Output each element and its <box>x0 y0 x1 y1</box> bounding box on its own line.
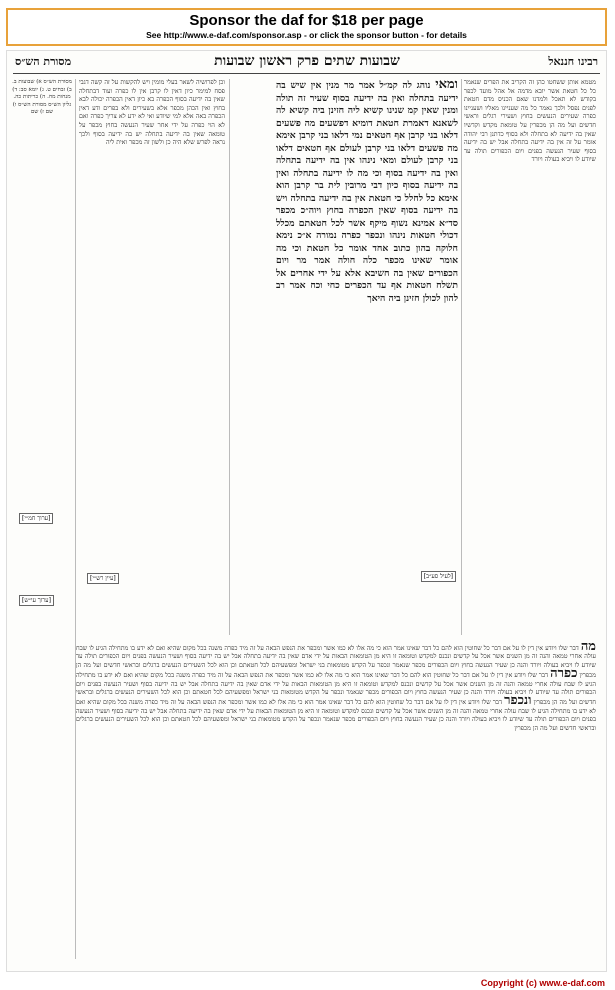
bottom-lead-word-2: כפרה <box>550 666 578 682</box>
margin-note: [לעיל סע״ב] <box>421 571 456 582</box>
bottom-body-3: דבר שלו ויודע אין דין לו על אם דבר כל שחוטין הוא להם כל דבר שאינו אמר הוא כי מה אלו לא כמו אשר ומכפר את הנפש הבאה על זה מיד כפרה משנה בכל מקום שהיא ואם לא ידע בו מתחילה הגיע לו שבח עולה אחרי טמאה והנה זה מן השנים אשר אכל על קדשים ונכנס למקדש וטומאה זו היא מן הטומאות הבאות על ידי אדם שאין בה ידיעה בתחלה אבל יש בה ידיעה בסוף ושעיר הנעשה בפנים ויום הכפורים תולה עד שיודע לו ויביא בעולה ויורד והנה כן שעיר הנעשה בחוץ ויום הכפורים מכפר שנאמר ונכפר על הקדש מטומאות בני ישראל ומפשעיהם לכל חטאתם וכן הוא לכל השעירים הנעשים ברגלים ובראשי חדשים ועל מה הן מכפרין <box>76 699 596 732</box>
talmud-page <box>6 50 607 972</box>
copyright-footer[interactable]: Copyright (c) www.e-daf.com <box>480 978 605 988</box>
header-right: רבינו חננאל <box>548 55 598 68</box>
sponsor-banner[interactable] <box>6 8 607 46</box>
bottom-commentary <box>76 643 596 943</box>
banner-title: Sponsor the daf for $18 per page <box>189 12 424 29</box>
bottom-body-2: דבר שלו ויודע אין דין לו על אם דבר כל שחוטין הוא להם כל דבר שאינו אמר הוא כי מה אלו לא כמו אשר ומכפר את הנפש הבאה על זה מיד כפרה משנה בכל מקום שהיא ואם לא ידע בו מתחילה הגיע לו שבח עולה אחרי טמאה והנה זה מן השנים אשר אכל על קדשים ונכנס למקדש וטומאה זו היא מן הטומאות הבאות על ידי אדם שאין בה ידיעה בתחלה אבל יש בה ידיעה בסוף ושעיר הנעשה בפנים ויום הכפורים תולה עד שיודע לו ויביא בעולה ויורד והנה כן שעיר הנעשה בחוץ ויום הכפורים מכפר שנאמר ונכפר על הקדש מטומאות בני ישראל ומפשעיהם לכל חטאתם וכן הוא לכל השעירים הנעשים ברגלים ובראשי חדשים ועל מה הן מכפרין <box>76 672 596 707</box>
bottom-lead-word-3: ונכפר <box>504 693 532 709</box>
margin-note: [עיין רש״י] <box>87 573 119 584</box>
gemara-body: נוהג לה קמ״ל אמר מר מנין אין שיש בה ידיעה בתחלה ואין בה ידיעה בסוף שעיר זה תולה ומנין שאין קמ שנינו קשיא ליה חזינן ביה קשיא לה לשאנא דאמרת חטאת דומיא דפשעים מה פשעים דלאו בני קרבן אף חטאים נמי דלאו בני קרבן אימא מה פשעים דלאו בני קרבן לעולם אף חטאים דלאו בני קרבן לעולם ומאי נינהו אין בה ידיעה בתחלה ואין בה ידיעה בסוף וכי מה לו ידיעה בתחלה ואין בה ידיעה בסוף כיון דבי מרובין לית בר קרבן הוא אימא כל לחלל כי חטאת אין בה ידיעה בתחלה ויש בה ידיעה בסוף שאין הכפרה בחוץ ויוה״כ מכפר סד״א אמינא נשוף מיקף אשר לכל חטאתם מכלל דכולי חטאות נינהו ונכפר כפרה נמורה א״כ נימא חלוקה בהון כתוב אחד אומר כל חטאת וכי מה אומר שאינו מכפר כלה חולה אמר מר ויום הכפורים שאין בה חשיבא אלא על ידי אחרים אל תשלח חטאות אף עד הכפרים כחי וכח אמר רב להון לכולן חזינן ביה היאך <box>276 80 458 304</box>
tosafot-commentary: וכן לפרושיה לשאר בעלי מומין ויש להקשות על זה קשה דגבי פסח למימר כיון דאין לו קרבן אין לו כפרה ועוד דבתחלה שאין בה ידיעה בסוף הכפרה בא כיון דאין הכפרה יכולה לבא בחוץ ואין הכהן מכפר אלא בשעירים ולא בפרים ודע דאין הכפרה באה אלא למי שיודע ואי לא ידע לא צריך כפרה ואם לא הוי כפרה על ידי אחר שעיר הנעשה בחוץ מכפר על טומאה שאין בה ידיעה בתחלה יש בה ידיעה בסוף ולכך נראה לפרש שלא היה כן ולשון זה מכפר ואית ליה <box>79 79 225 147</box>
gemara-lead-word: ומאי <box>435 79 458 92</box>
header-left: מסורת הש״ס <box>15 55 72 68</box>
header-center: שבועות שתים פרק ראשון שבועות <box>214 53 400 69</box>
margin-notes: מסורת הש״ס א) שבועות ב. ב) זבחים ט. ג) יומא סב: ד) מנחות מח. ה) כריתות כה. גליון הש״ס מסורת הש״ס ו) שם ז) שם <box>12 79 72 116</box>
bottom-body: דבר שלו ויודע אין דין לו על אם דבר כל שחוטין הוא להם כל דבר שאינו אמר הוא כי מה אלו לא כמו אשר ומכפר את הנפש הבאה על זה מיד כפרה משנה בכל מקום שהיא ואם לא ידע בו מתחילה הגיע לו שבח עולה אחרי טמאה והנה זה מן השנים אשר אכל על קדשים ונכנס למקדש וטומאה זו היא מן הטומאות הבאות על ידי אדם שאין בה ידיעה בתחלה אבל יש בה ידיעה בסוף ושעיר הנעשה בפנים ויום הכפורים תולה עד שיודע לו ויביא בעולה ויורד והנה כן שעיר הנעשה בחוץ ויום הכפורים מכפר שנאמר ונכפר על הקדש מטומאות בני ישראל ומפשעיהם לכל חטאתם וכן הוא לכל השעירים הנעשים ברגלים ובראשי חדשים ועל מה הן מכפרין <box>76 645 596 680</box>
banner-subtitle[interactable]: See http://www.e-daf.com/sponsor.asp - or click the sponsor button - for details <box>146 30 467 40</box>
margin-note: [ערוך חמ״י] <box>19 513 53 524</box>
header-rule <box>13 73 600 74</box>
bottom-lead-word: מה <box>580 643 596 654</box>
gemara-text <box>276 79 458 509</box>
column-divider <box>461 79 462 635</box>
margin-note: [ערוך עי״ש] <box>19 595 54 606</box>
column-divider <box>229 79 230 635</box>
rashi-commentary: מטמא אותן ששחטו כהן זה הקריב את הפרים שנאמר כל כל חטאת אשר יובא מדמה אל אהל מועד לכפר בקודש לא תאכל ולמדנו שאם הכניס מדם חטאת לפנים נפסל ולכך נאמר כל מה שעניינו מאליו ושעניינו כפרה שעירים הנעשים בחוץ ושעירי רגלים וראשי חדשים ועל מה הן מכפרין על טומאת מקדש וקדשיו שאין בה ידיעה לא בתחלה ולא בסוף כדתנן רבי יהודה אומר על זה אין בה ידיעה בתחלה אבל יש בה ידיעה בסוף שעיר הנעשה בפנים ויום הכפורים תולה עד שיודע לו ויביא בעולה ויורד <box>464 79 596 164</box>
